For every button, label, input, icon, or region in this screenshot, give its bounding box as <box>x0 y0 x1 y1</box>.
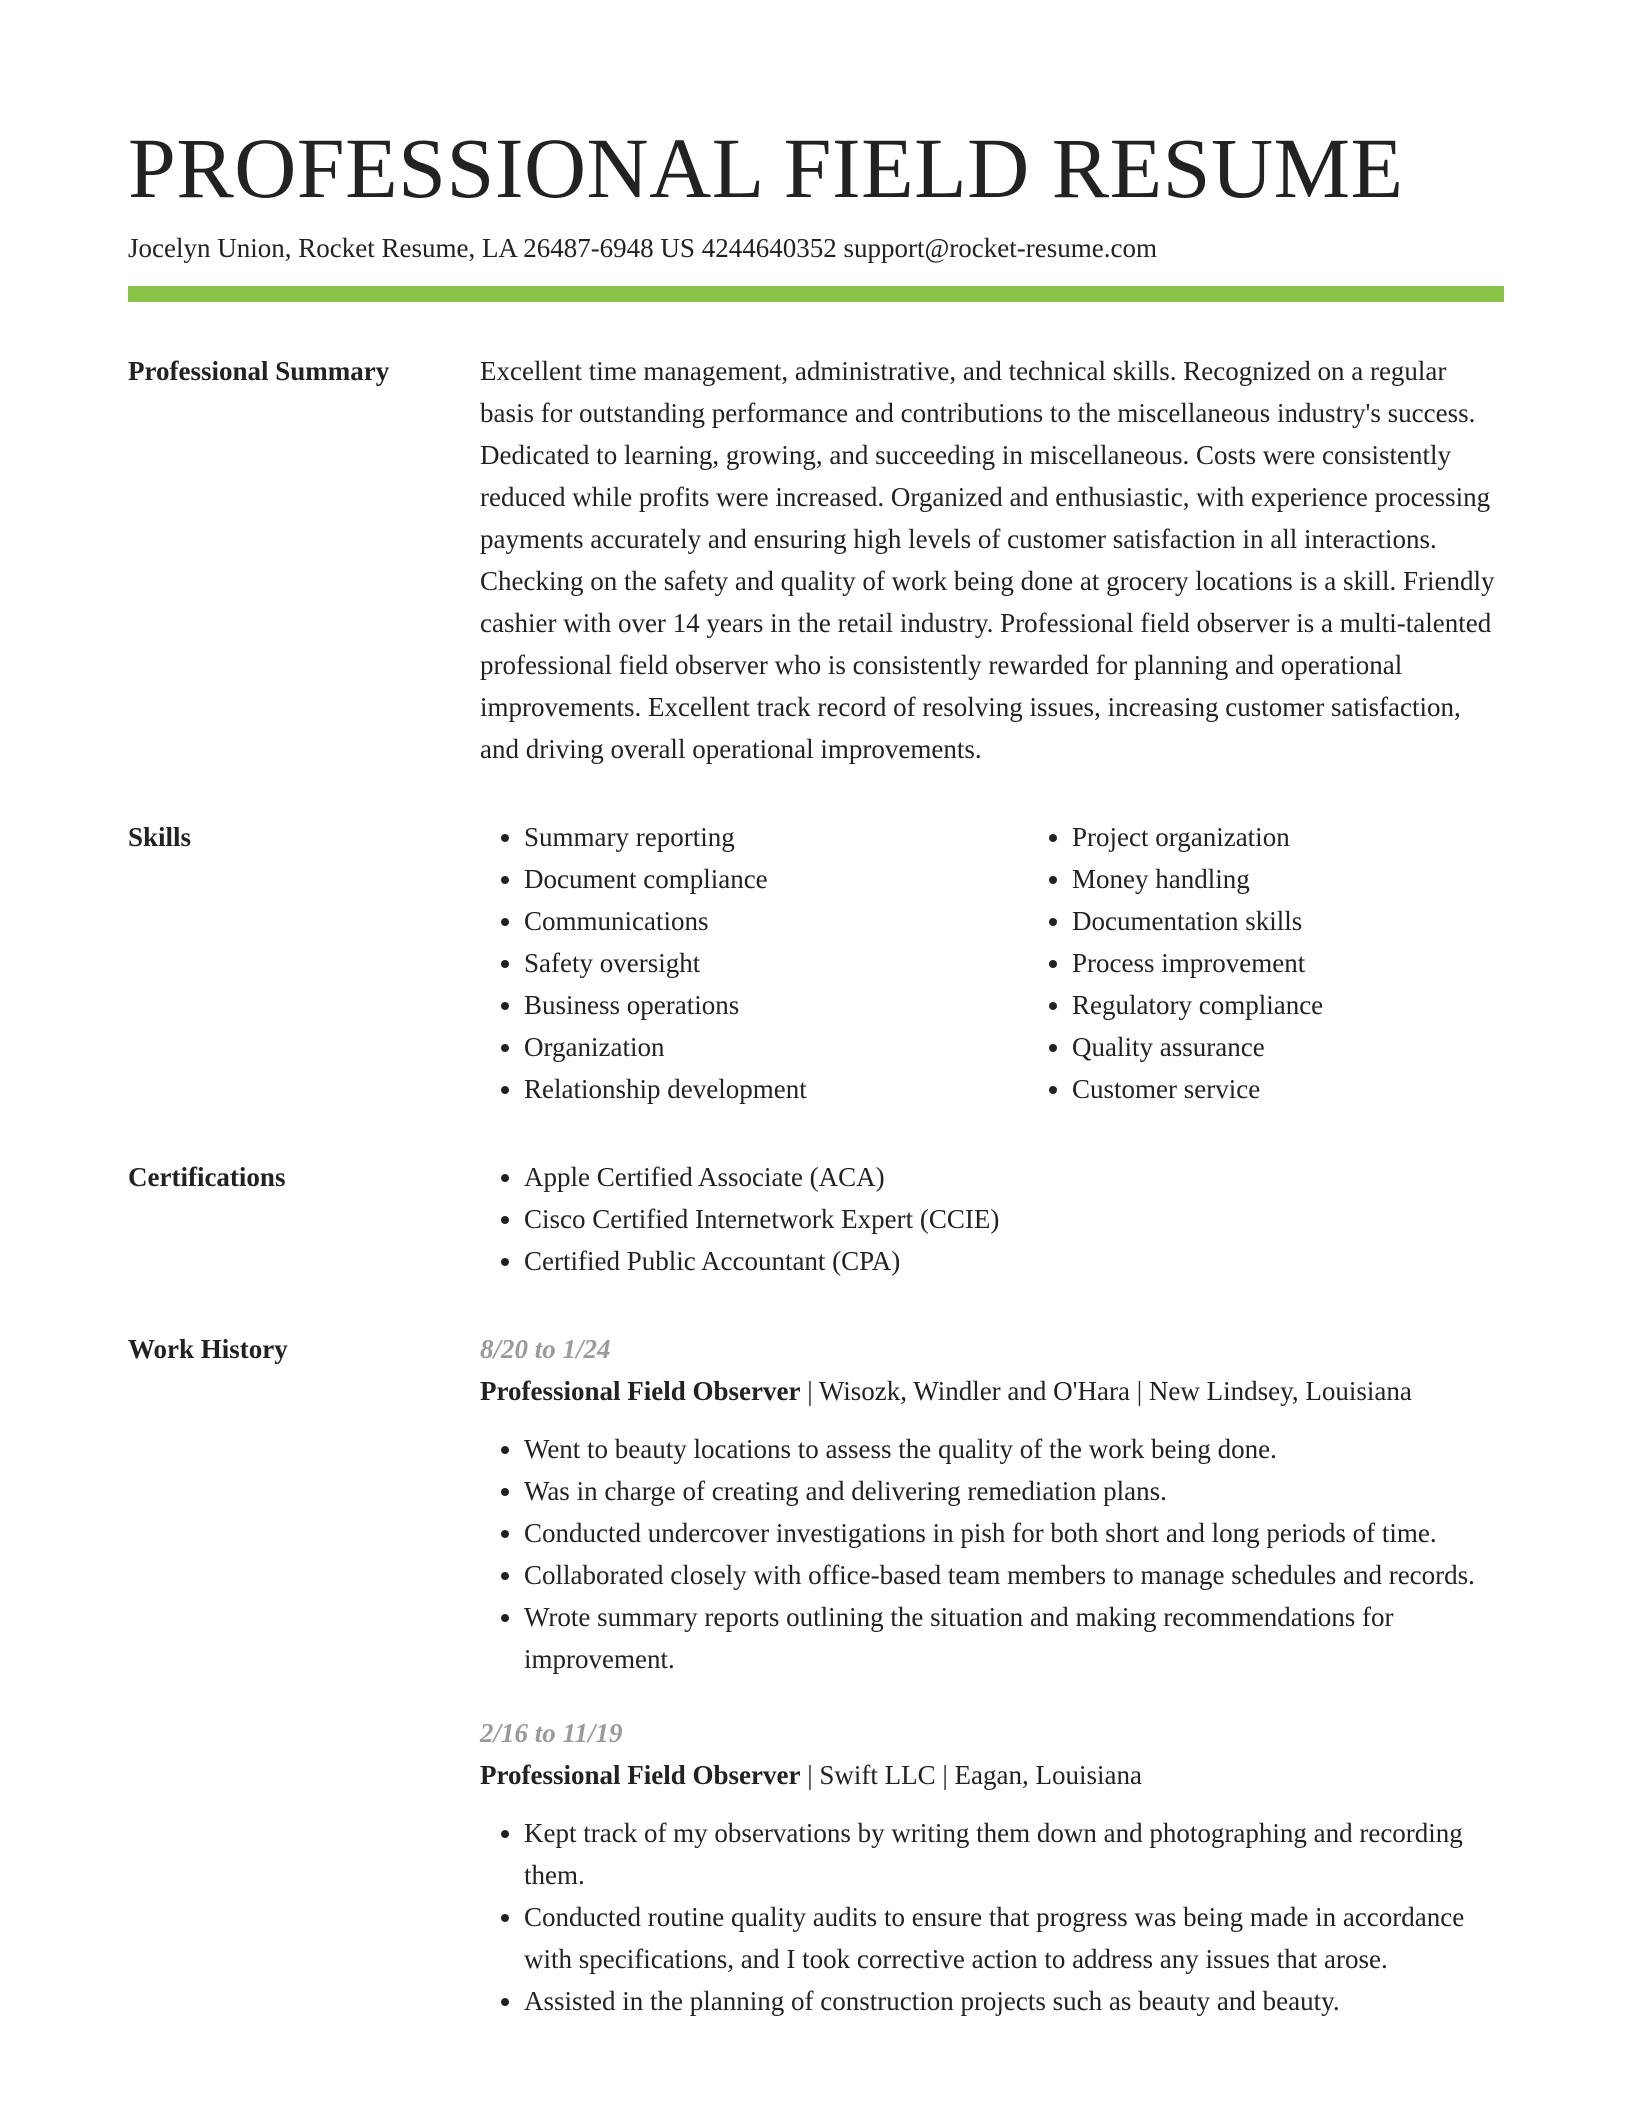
skill-item: • Process improvement <box>1072 942 1323 984</box>
certification-item: • Certified Public Accountant (CPA) <box>524 1240 1504 1282</box>
job-bullet: • Conducted undercover investigations in pish for both short and long periods of time. <box>524 1512 1504 1554</box>
job-title: Professional Field Observer <box>480 1376 801 1406</box>
job-bullet: • Went to beauty locations to assess the quality of the work being done. <box>524 1428 1504 1470</box>
skill-item: • Business operations <box>524 984 1028 1026</box>
skills-list-left <box>480 816 1028 1110</box>
skill-item: • Project organization <box>1072 816 1323 858</box>
skills-list-right <box>1028 816 1323 1110</box>
section-label-certifications: Certifications <box>128 1162 286 1192</box>
certifications-list <box>480 1156 1504 1282</box>
skill-item: • Organization <box>524 1026 1028 1068</box>
summary-section <box>128 350 1504 770</box>
skill-item: • Money handling <box>1072 858 1323 900</box>
job-entry <box>480 1328 1504 1680</box>
skills-section <box>128 816 1504 1110</box>
job-bullet: • Was in charge of creating and delivering remediation plans. <box>524 1470 1504 1512</box>
job-bullet: • Assisted in the planning of construction projects such as beauty and beauty. <box>524 1980 1504 2022</box>
work-history-section <box>128 1328 1504 2022</box>
contact-line: Jocelyn Union, Rocket Resume, LA 26487-6948 US 4244640352 support@rocket-resume.com <box>128 233 1157 263</box>
job-bullets <box>480 1812 1504 2022</box>
job-dates: 8/20 to 1/24 <box>480 1334 611 1364</box>
job-bullets <box>480 1428 1504 1680</box>
summary-text: Excellent time management, administrative, and technical skills. Recognized on a regular basis for outstanding performance and contributions to the miscellaneous industry's success. Dedicated to learning, growing, and succeeding in miscellaneous. Costs were consistently reduced while profits were increased. Organized and enthusiastic, with experience processing payments accurately and ensuring high levels of customer satisfaction in all interactions. Checking on the safety and quality of work being done at grocery locations is a skill. Friendly cashier with over 14 years in the retail industry. Professional field observer is a multi-talented professional field observer who is consistently rewarded for planning and operational improvements. Excellent track record of resolving issues, increasing customer satisfaction, and driving overall operational improvements. <box>480 356 1495 764</box>
job-bullet: • Wrote summary reports outlining the situation and making recommendations for improvement. <box>524 1596 1504 1680</box>
job-details: | Swift LLC | Eagan, Louisiana <box>800 1760 1142 1790</box>
certification-item: • Apple Certified Associate (ACA) <box>524 1156 1504 1198</box>
skill-item: • Customer service <box>1072 1068 1323 1110</box>
skill-item: • Summary reporting <box>524 816 1028 858</box>
job-entry <box>480 1712 1504 2022</box>
certifications-section <box>128 1156 1504 1282</box>
resume-title: PROFESSIONAL FIELD RESUME <box>128 120 1404 216</box>
resume-page <box>128 118 1504 2022</box>
accent-divider <box>128 286 1504 302</box>
skill-item: • Regulatory compliance <box>1072 984 1323 1026</box>
skill-item: • Safety oversight <box>524 942 1028 984</box>
job-bullet: • Kept track of my observations by writing them down and photographing and recording them. <box>524 1812 1504 1896</box>
job-heading <box>480 1370 1504 1412</box>
section-label-skills: Skills <box>128 822 192 852</box>
skill-item: • Document compliance <box>524 858 1028 900</box>
section-label-summary: Professional Summary <box>128 356 390 386</box>
job-dates: 2/16 to 11/19 <box>480 1718 623 1748</box>
skill-item: • Documentation skills <box>1072 900 1323 942</box>
skill-item: • Quality assurance <box>1072 1026 1323 1068</box>
job-bullet: • Collaborated closely with office-based team members to manage schedules and records. <box>524 1554 1504 1596</box>
section-label-work-history: Work History <box>128 1334 288 1364</box>
certification-item: • Cisco Certified Internetwork Expert (CCIE) <box>524 1198 1504 1240</box>
job-heading <box>480 1754 1504 1796</box>
skill-item: • Relationship development <box>524 1068 1028 1110</box>
job-details: | Wisozk, Windler and O'Hara | New Lindsey, Louisiana <box>800 1376 1412 1406</box>
skill-item: • Communications <box>524 900 1028 942</box>
job-title: Professional Field Observer <box>480 1760 801 1790</box>
job-bullet: • Conducted routine quality audits to ensure that progress was being made in accordance with specifications, and I took corrective action to address any issues that arose. <box>524 1896 1504 1980</box>
